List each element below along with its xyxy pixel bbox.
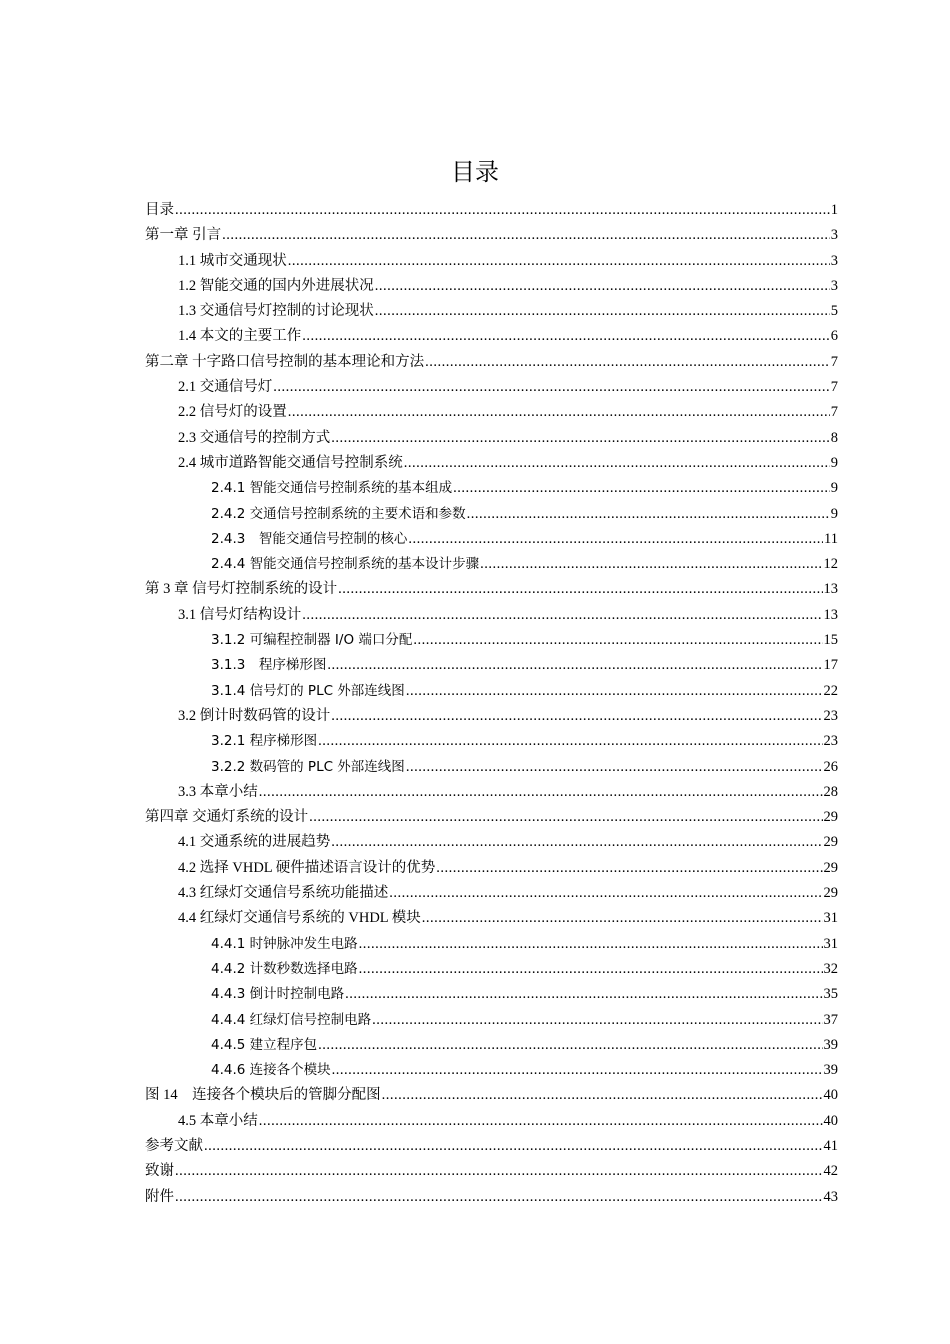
toc-entry-page-number: 40 bbox=[823, 1087, 838, 1104]
toc-entry-page-number: 6 bbox=[830, 328, 838, 345]
dot-leader bbox=[273, 375, 830, 400]
dot-leader bbox=[359, 957, 823, 982]
toc-entry-title: 4.4.1 时钟脉冲发生电路 bbox=[211, 935, 358, 952]
toc-entry-title: 目录 bbox=[145, 202, 174, 218]
toc-entry-title: 3.1.2 可编程控制器 I/O 端口分配 bbox=[211, 632, 413, 649]
toc-entry-title: 4.4 红绿灯交通信号系统的 VHDL 模块 bbox=[178, 910, 421, 927]
toc-entry-title: 参考文献 bbox=[145, 1137, 203, 1154]
toc-entry-title: 3.2.2 数码管的 PLC 外部连线图 bbox=[211, 758, 405, 775]
toc-entry-title: 1.2 智能交通的国内外进展状况 bbox=[178, 277, 374, 294]
dot-leader bbox=[175, 198, 830, 223]
toc-entry-title: 4.4.3 倒计时控制电路 bbox=[211, 986, 345, 1003]
toc-entry-page-number: 31 bbox=[823, 910, 838, 927]
toc-entry[interactable] bbox=[145, 527, 838, 552]
toc-entry[interactable] bbox=[145, 881, 838, 906]
toc-entry-page-number: 41 bbox=[823, 1137, 838, 1154]
toc-entry-page-number: 7 bbox=[830, 379, 838, 396]
dot-leader bbox=[302, 324, 830, 349]
toc-entry-page-number: 9 bbox=[830, 480, 838, 497]
table-of-contents bbox=[145, 198, 838, 1210]
dot-leader bbox=[382, 1083, 823, 1108]
toc-entry-page-number: 7 bbox=[830, 404, 838, 421]
toc-entry-title: 2.3 交通信号的控制方式 bbox=[178, 429, 331, 446]
toc-entry-page-number: 9 bbox=[830, 505, 838, 522]
dot-leader bbox=[332, 1058, 823, 1083]
dot-leader bbox=[259, 780, 823, 805]
dot-leader bbox=[331, 704, 822, 729]
dot-leader bbox=[375, 274, 830, 299]
toc-entry-page-number: 31 bbox=[823, 935, 838, 952]
toc-entry[interactable] bbox=[145, 932, 838, 957]
toc-entry-title: 第二章 十字路口信号控制的基本理论和方法 bbox=[145, 353, 425, 370]
toc-entry-page-number: 11 bbox=[824, 530, 838, 547]
dot-leader bbox=[413, 628, 822, 653]
toc-entry[interactable] bbox=[145, 1008, 838, 1033]
toc-entry[interactable] bbox=[145, 198, 838, 223]
dot-leader bbox=[288, 249, 830, 274]
toc-entry-title: 2.2 信号灯的设置 bbox=[178, 404, 287, 421]
page-title: 目录 bbox=[451, 158, 499, 186]
toc-entry-title: 3.1 信号灯结构设计 bbox=[178, 606, 302, 623]
toc-entry-page-number: 28 bbox=[823, 783, 838, 800]
toc-entry-title: 2.4.3 智能交通信号控制的核心 bbox=[211, 530, 408, 547]
toc-entry[interactable] bbox=[145, 679, 838, 704]
toc-entry-title: 3.2 倒计时数码管的设计 bbox=[178, 707, 331, 724]
toc-entry[interactable] bbox=[145, 906, 838, 931]
toc-entry-page-number: 1 bbox=[830, 202, 838, 218]
toc-entry-title: 2.4.2 交通信号控制系统的主要术语和参数 bbox=[211, 505, 466, 522]
toc-entry-title: 4.4.4 红绿灯信号控制电路 bbox=[211, 1011, 372, 1028]
toc-entry[interactable] bbox=[145, 830, 838, 855]
toc-entry[interactable] bbox=[145, 957, 838, 982]
toc-entry[interactable] bbox=[145, 755, 838, 780]
dot-leader bbox=[406, 755, 823, 780]
toc-entry[interactable] bbox=[145, 1109, 838, 1134]
toc-entry-page-number: 23 bbox=[823, 707, 838, 724]
toc-entry[interactable] bbox=[145, 350, 838, 375]
dot-leader bbox=[302, 603, 822, 628]
dot-leader bbox=[327, 653, 822, 678]
toc-entry-page-number: 3 bbox=[830, 252, 838, 269]
toc-entry[interactable] bbox=[145, 1134, 838, 1159]
toc-entry-title: 4.4.5 建立程序包 bbox=[211, 1036, 318, 1053]
dot-leader bbox=[288, 400, 830, 425]
toc-entry-title: 4.4.6 连接各个模块 bbox=[211, 1062, 331, 1079]
toc-entry-title: 第四章 交通灯系统的设计 bbox=[145, 809, 309, 826]
toc-entry[interactable] bbox=[145, 476, 838, 501]
toc-entry-title: 1.3 交通信号灯控制的讨论现状 bbox=[178, 303, 374, 320]
toc-entry-title: 4.3 红绿灯交通信号系统功能描述 bbox=[178, 885, 389, 902]
toc-entry-page-number: 29 bbox=[823, 834, 838, 851]
toc-entry-page-number: 3 bbox=[830, 277, 838, 294]
toc-entry-page-number: 42 bbox=[823, 1163, 838, 1180]
dot-leader bbox=[309, 805, 822, 830]
dot-leader bbox=[318, 729, 822, 754]
toc-entry-page-number: 17 bbox=[823, 657, 838, 674]
dot-leader bbox=[480, 552, 822, 577]
toc-entry-title: 3.1.4 信号灯的 PLC 外部连线图 bbox=[211, 682, 405, 699]
toc-entry[interactable] bbox=[145, 400, 838, 425]
toc-entry[interactable] bbox=[145, 324, 838, 349]
toc-entry-page-number: 13 bbox=[823, 581, 838, 598]
toc-entry-page-number: 43 bbox=[823, 1188, 838, 1205]
toc-entry[interactable] bbox=[145, 426, 838, 451]
toc-entry[interactable] bbox=[145, 805, 838, 830]
dot-leader bbox=[408, 527, 823, 552]
toc-entry-page-number: 22 bbox=[823, 682, 838, 699]
dot-leader bbox=[175, 1185, 823, 1210]
toc-entry-page-number: 29 bbox=[823, 885, 838, 902]
dot-leader bbox=[259, 1109, 823, 1134]
toc-entry-title: 1.1 城市交通现状 bbox=[178, 252, 287, 269]
toc-entry-page-number: 3 bbox=[830, 227, 838, 244]
toc-entry-page-number: 9 bbox=[830, 454, 838, 471]
toc-entry-page-number: 23 bbox=[823, 733, 838, 750]
toc-entry[interactable] bbox=[145, 856, 838, 881]
dot-leader bbox=[372, 1008, 822, 1033]
toc-entry[interactable] bbox=[145, 249, 838, 274]
dot-leader bbox=[436, 856, 822, 881]
toc-entry-page-number: 7 bbox=[830, 353, 838, 370]
toc-entry[interactable] bbox=[145, 603, 838, 628]
dot-leader bbox=[345, 982, 822, 1007]
toc-entry[interactable] bbox=[145, 729, 838, 754]
dot-leader bbox=[389, 881, 822, 906]
toc-entry-title: 4.1 交通系统的进展趋势 bbox=[178, 834, 331, 851]
dot-leader bbox=[175, 1159, 823, 1184]
toc-entry[interactable] bbox=[145, 451, 838, 476]
toc-entry-title: 致谢 bbox=[145, 1163, 174, 1180]
toc-entry[interactable] bbox=[145, 1185, 838, 1210]
toc-entry-page-number: 32 bbox=[823, 960, 838, 977]
toc-entry-title: 图 14 连接各个模块后的管脚分配图 bbox=[145, 1087, 381, 1104]
toc-entry-page-number: 35 bbox=[823, 986, 838, 1003]
dot-leader bbox=[425, 350, 830, 375]
toc-entry-title: 第 3 章 信号灯控制系统的设计 bbox=[145, 581, 338, 598]
toc-entry[interactable] bbox=[145, 552, 838, 577]
dot-leader bbox=[375, 299, 830, 324]
toc-entry[interactable] bbox=[145, 274, 838, 299]
dot-leader bbox=[467, 502, 830, 527]
toc-entry-title: 4.4.2 计数秒数选择电路 bbox=[211, 960, 358, 977]
toc-entry[interactable] bbox=[145, 704, 838, 729]
toc-entry[interactable] bbox=[145, 653, 838, 678]
toc-entry-page-number: 29 bbox=[823, 809, 838, 826]
toc-entry-page-number: 26 bbox=[823, 758, 838, 775]
toc-entry[interactable] bbox=[145, 223, 838, 248]
dot-leader bbox=[318, 1033, 822, 1058]
toc-entry-page-number: 39 bbox=[823, 1036, 838, 1053]
toc-entry[interactable] bbox=[145, 628, 838, 653]
toc-entry-page-number: 40 bbox=[823, 1112, 838, 1129]
toc-entry-page-number: 29 bbox=[823, 859, 838, 876]
toc-entry[interactable] bbox=[145, 375, 838, 400]
dot-leader bbox=[453, 476, 830, 501]
toc-entry[interactable] bbox=[145, 299, 838, 324]
dot-leader bbox=[204, 1134, 823, 1159]
toc-entry-title: 4.5 本章小结 bbox=[178, 1112, 258, 1129]
toc-entry-page-number: 5 bbox=[830, 303, 838, 320]
toc-entry[interactable] bbox=[145, 780, 838, 805]
dot-leader bbox=[338, 577, 822, 602]
toc-entry-title: 3.3 本章小结 bbox=[178, 783, 258, 800]
toc-entry-title: 附件 bbox=[145, 1188, 174, 1205]
dot-leader bbox=[331, 830, 822, 855]
toc-entry-page-number: 37 bbox=[823, 1011, 838, 1028]
toc-entry-title: 2.4.4 智能交通信号控制系统的基本设计步骤 bbox=[211, 556, 480, 573]
toc-entry-title: 3.1.3 程序梯形图 bbox=[211, 657, 327, 674]
toc-entry-title: 2.4.1 智能交通信号控制系统的基本组成 bbox=[211, 480, 453, 497]
toc-entry[interactable] bbox=[145, 1083, 838, 1108]
toc-entry-title: 2.4 城市道路智能交通信号控制系统 bbox=[178, 454, 403, 471]
dot-leader bbox=[422, 906, 823, 931]
toc-entry[interactable] bbox=[145, 1058, 838, 1083]
toc-entry-title: 2.1 交通信号灯 bbox=[178, 379, 273, 396]
toc-entry-page-number: 39 bbox=[823, 1062, 838, 1079]
toc-entry[interactable] bbox=[145, 982, 838, 1007]
dot-leader bbox=[359, 932, 823, 957]
toc-entry-page-number: 8 bbox=[830, 429, 838, 446]
dot-leader bbox=[404, 451, 830, 476]
toc-entry-title: 3.2.1 程序梯形图 bbox=[211, 733, 318, 750]
toc-entry-page-number: 15 bbox=[823, 632, 838, 649]
dot-leader bbox=[331, 426, 830, 451]
dot-leader bbox=[222, 223, 830, 248]
toc-entry[interactable] bbox=[145, 502, 838, 527]
toc-entry-page-number: 12 bbox=[823, 556, 838, 573]
toc-entry-title: 4.2 选择 VHDL 硬件描述语言设计的优势 bbox=[178, 859, 436, 876]
toc-entry-title: 1.4 本文的主要工作 bbox=[178, 328, 302, 345]
dot-leader bbox=[406, 679, 823, 704]
toc-entry[interactable] bbox=[145, 577, 838, 602]
toc-entry[interactable] bbox=[145, 1033, 838, 1058]
toc-entry-page-number: 13 bbox=[823, 606, 838, 623]
toc-entry[interactable] bbox=[145, 1159, 838, 1184]
toc-entry-title: 第一章 引言 bbox=[145, 227, 222, 244]
